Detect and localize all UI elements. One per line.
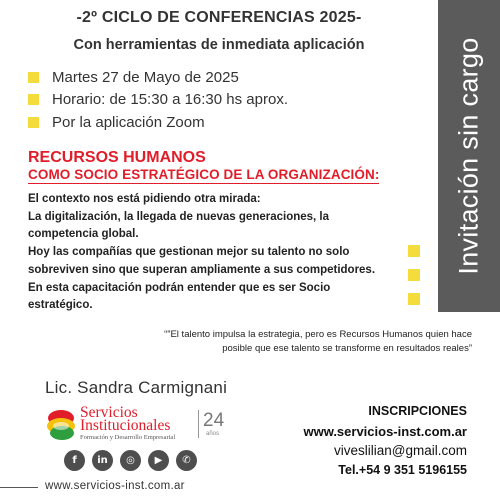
info-time-text: Horario: de 15:30 a 16:30 hs aprox. bbox=[52, 91, 288, 108]
instagram-icon[interactable]: ◎ bbox=[120, 450, 141, 471]
info-item-platform bbox=[28, 111, 288, 133]
logo-emblem-icon bbox=[46, 404, 78, 444]
contact-email-link[interactable]: viveslilian@gmail.com bbox=[334, 443, 467, 458]
info-item-time bbox=[28, 89, 288, 111]
description-line: El contexto nos está pidiendo otra mirada: bbox=[28, 193, 261, 205]
logo-years: 24 bbox=[203, 410, 225, 431]
footer-website-link[interactable]: www.servicios-inst.com.ar bbox=[45, 480, 185, 492]
contact-heading: INSCRIPCIONES bbox=[368, 404, 467, 418]
bullet-square-icon bbox=[28, 94, 39, 105]
bullet-square-icon bbox=[28, 72, 39, 83]
social-links bbox=[64, 450, 197, 471]
youtube-icon[interactable]: ▶ bbox=[148, 450, 169, 471]
logo-tagline: Formación y Desarrollo Empresarial bbox=[80, 434, 176, 441]
page-title: -2º CICLO DE CONFERENCIAS 2025- bbox=[76, 9, 362, 26]
contact-block bbox=[303, 402, 467, 480]
contact-phone[interactable]: Tel.+54 9 351 5196155 bbox=[338, 462, 467, 477]
info-platform-text: Por la aplicación Zoom bbox=[52, 113, 205, 131]
section-title: RECURSOS HUMANOS bbox=[28, 149, 206, 166]
side-banner bbox=[438, 0, 500, 312]
decorative-square-icon bbox=[408, 293, 420, 305]
speaker-name: Lic. Sandra Carmignani bbox=[45, 378, 228, 397]
whatsapp-icon[interactable]: ✆ bbox=[176, 450, 197, 471]
section-subtitle: COMO SOCIO ESTRATÉGICO DE LA ORGANIZACIÓN: bbox=[28, 167, 380, 182]
logo-years-label: años bbox=[206, 431, 220, 437]
decorative-squares bbox=[408, 245, 420, 317]
description-line: La digitalización, la llegada de nuevas generaciones, la bbox=[28, 210, 330, 223]
company-logo bbox=[46, 404, 246, 448]
contact-website-link[interactable]: www.servicios-inst.com.ar bbox=[303, 423, 467, 439]
logo-divider bbox=[198, 410, 199, 438]
description-line: En esta capacitación podrán entender que es ser Socio bbox=[28, 281, 331, 294]
decorative-square-icon bbox=[408, 269, 420, 281]
side-banner-text: Invitación sin cargo bbox=[453, 37, 484, 275]
info-item-date bbox=[28, 66, 288, 88]
description-line: sobreviven sino que superan ampliamente a sus competidores. bbox=[28, 263, 376, 276]
description-line: competencia global. bbox=[28, 228, 139, 241]
bullet-square-icon bbox=[28, 117, 39, 128]
logo-name-line2: Institucionales bbox=[80, 417, 171, 434]
quote-line: posible que ese talento se transforme en resultados reales” bbox=[222, 343, 472, 354]
page-subtitle: Con herramientas de inmediata aplicación bbox=[73, 37, 365, 53]
linkedin-icon[interactable]: in bbox=[92, 450, 113, 471]
event-info-list bbox=[28, 66, 288, 134]
footer-divider bbox=[0, 487, 38, 488]
facebook-icon[interactable]: f bbox=[64, 450, 85, 471]
description-text bbox=[28, 191, 418, 315]
info-date-text: Martes 27 de Mayo de 2025 bbox=[52, 68, 239, 86]
quote bbox=[112, 328, 472, 356]
decorative-square-icon bbox=[408, 245, 420, 257]
logo-name-line1: Servicios bbox=[80, 404, 138, 421]
description-line: Hoy las compañías que gestionan mejor su talento no solo bbox=[28, 246, 350, 259]
description-line: estratégico. bbox=[28, 299, 93, 312]
quote-line: “”El talento impulsa la estrategia, pero es Recursos Humanos quien hace bbox=[164, 329, 472, 340]
